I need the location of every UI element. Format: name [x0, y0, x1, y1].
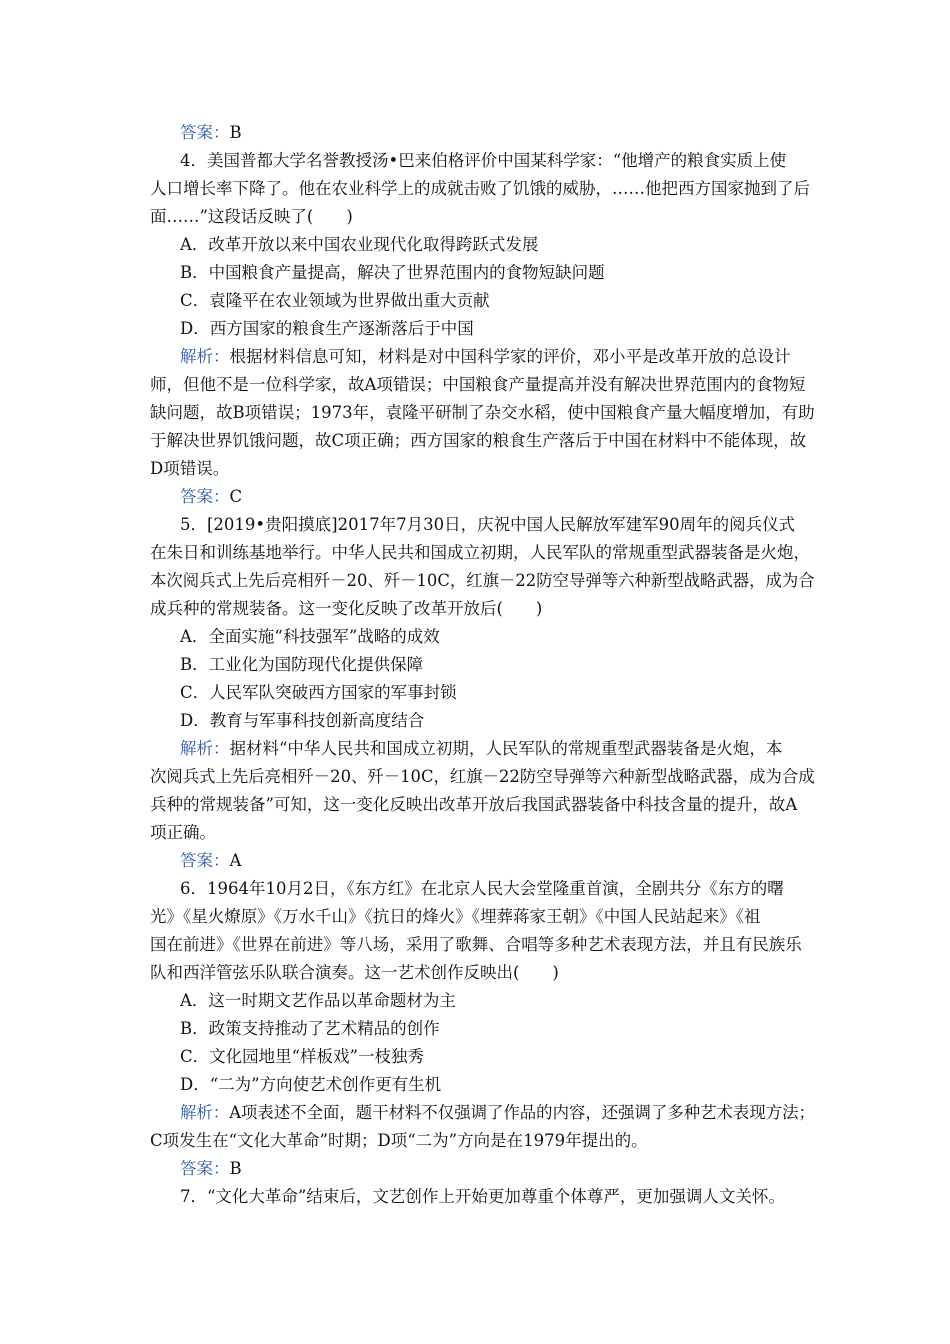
analysis-text: 据材料“中华人民共和国成立初期，人民军队的常规重型武器装备是火炮，本: [229, 739, 783, 758]
question-5-stem-line-3: 本次阅兵式上先后亮相歼－20、歼－10C，红旗－22防空导弹等六种新型战略武器，成为合: [150, 571, 815, 590]
question-5-stem-line-1: 5．[2019•贵阳摸底]2017年7月30日，庆祝中国人民解放军建军90周年的阅兵仪式: [180, 515, 796, 534]
question-6-stem-line-1: 6．1964年10月2日，《东方红》在北京人民大会堂隆重首演，全剧共分《东方的曙: [180, 879, 784, 898]
answer-line: [180, 123, 242, 143]
question-4-stem-line-1: 4．美国普都大学名誉教授汤•巴来伯格评价中国某科学家：“他增产的粮食实质上使: [180, 151, 787, 170]
answer-value: C: [229, 487, 243, 506]
answer-label: 答案：: [180, 851, 230, 870]
answer-value: B: [229, 1159, 242, 1178]
analysis-label: 解析：: [180, 1103, 230, 1122]
question-6-answer-line: [180, 1159, 242, 1179]
answer-label: 答案：: [180, 487, 230, 506]
question-6-option-c: C．文化园地里“样板戏”一枝独秀: [180, 1047, 424, 1066]
question-5-option-d: D．教育与军事科技创新高度结合: [180, 711, 425, 730]
question-4-option-c: C．袁隆平在农业领域为世界做出重大贡献: [180, 291, 490, 310]
question-4-answer-line: [180, 487, 242, 507]
question-6-option-d: D．“二为”方向使艺术创作更有生机: [180, 1075, 442, 1094]
question-6-stem-line-4: 队和西洋管弦乐队联合演奏。这一艺术创作反映出( ): [150, 963, 559, 982]
question-4-option-b: B．中国粮食产量提高，解决了世界范围内的食物短缺问题: [180, 263, 605, 282]
answer-label: 答案：: [180, 1159, 230, 1178]
question-5-answer-line: [180, 851, 241, 871]
question-6-option-a: A．这一时期文艺作品以革命题材为主: [180, 991, 456, 1010]
question-5-option-c: C．人民军队突破西方国家的军事封锁: [180, 683, 457, 702]
question-6-option-b: B．政策支持推动了艺术精品的创作: [180, 1019, 440, 1038]
analysis-text: A项表述不全面，题干材料不仅强调了作品的内容，还强调了多种艺术表现方法；: [229, 1103, 815, 1122]
question-4-stem-line-3: 面……”这段话反映了( ): [150, 207, 353, 226]
analysis-text: 根据材料信息可知，材料是对中国科学家的评价，邓小平是改革开放的总设计: [229, 347, 791, 366]
question-4-analysis-line-2: 师，但他不是一位科学家，故A项错误；中国粮食产量提高并没有解决世界范围内的食物短: [150, 375, 806, 394]
question-4-option-d: D．西方国家的粮食生产逐渐落后于中国: [180, 319, 474, 338]
question-6-analysis-line-1: [180, 1103, 815, 1123]
question-4-analysis-line-1: [180, 347, 791, 367]
answer-value: A: [229, 851, 242, 870]
analysis-label: 解析：: [180, 347, 230, 366]
question-6-stem-line-2: 光》《星火燎原》《万水千山》《抗日的烽火》《埋葬蒋家王朝》《中国人民站起来》《祖: [150, 907, 761, 926]
question-4-option-a: A．改革开放以来中国农业现代化取得跨跃式发展: [180, 235, 539, 254]
question-5-analysis-line-1: [180, 739, 782, 759]
question-4-stem-line-2: 人口增长率下降了。他在农业科学上的成就击败了饥饿的威胁，……他把西方国家抛到了后: [150, 179, 810, 198]
question-5-option-b: B．工业化为国防现代化提供保障: [180, 655, 424, 674]
question-6-analysis-line-2: C项发生在“文化大革命”时期；D项“二为”方向是在1979年提出的。: [150, 1131, 648, 1150]
question-5-stem-line-2: 在朱日和训练基地举行。中华人民共和国成立初期，人民军队的常规重型武器装备是火炮，: [150, 543, 810, 562]
question-4-analysis-line-3: 缺问题，故B项错误；1973年，袁隆平研制了杂交水稻，使中国粮食产量大幅度增加，有助: [150, 403, 815, 422]
answer-value: B: [229, 123, 242, 142]
question-6-stem-line-3: 国在前进》《世界在前进》等八场，采用了歌舞、合唱等多种艺术表现方法，并且有民族乐: [150, 935, 802, 954]
analysis-label: 解析：: [180, 739, 230, 758]
question-5-analysis-line-4: 项正确。: [150, 823, 216, 842]
question-5-analysis-line-2: 次阅兵式上先后亮相歼－20、歼－10C，红旗－22防空导弹等六种新型战略武器，成为合成: [150, 767, 815, 786]
question-5-stem-line-4: 成兵种的常规装备。这一变化反映了改革开放后( ): [150, 599, 543, 618]
answer-label: 答案：: [180, 123, 230, 142]
question-4-analysis-line-5: D项错误。: [150, 459, 230, 478]
question-4-analysis-line-4: 于解决世界饥饿问题，故C项正确；西方国家的粮食生产落后于中国在材料中不能体现，故: [150, 431, 807, 450]
question-5-option-a: A．全面实施“科技强军”战略的成效: [180, 627, 440, 646]
question-7-stem-line-1: 7．“文化大革命”结束后，文艺创作上开始更加尊重个体尊严，更加强调人文关怀。: [180, 1187, 785, 1206]
question-5-analysis-line-3: 兵种的常规装备”可知，这一变化反映出改革开放后我国武器装备中科技含量的提升，故A: [150, 795, 798, 814]
